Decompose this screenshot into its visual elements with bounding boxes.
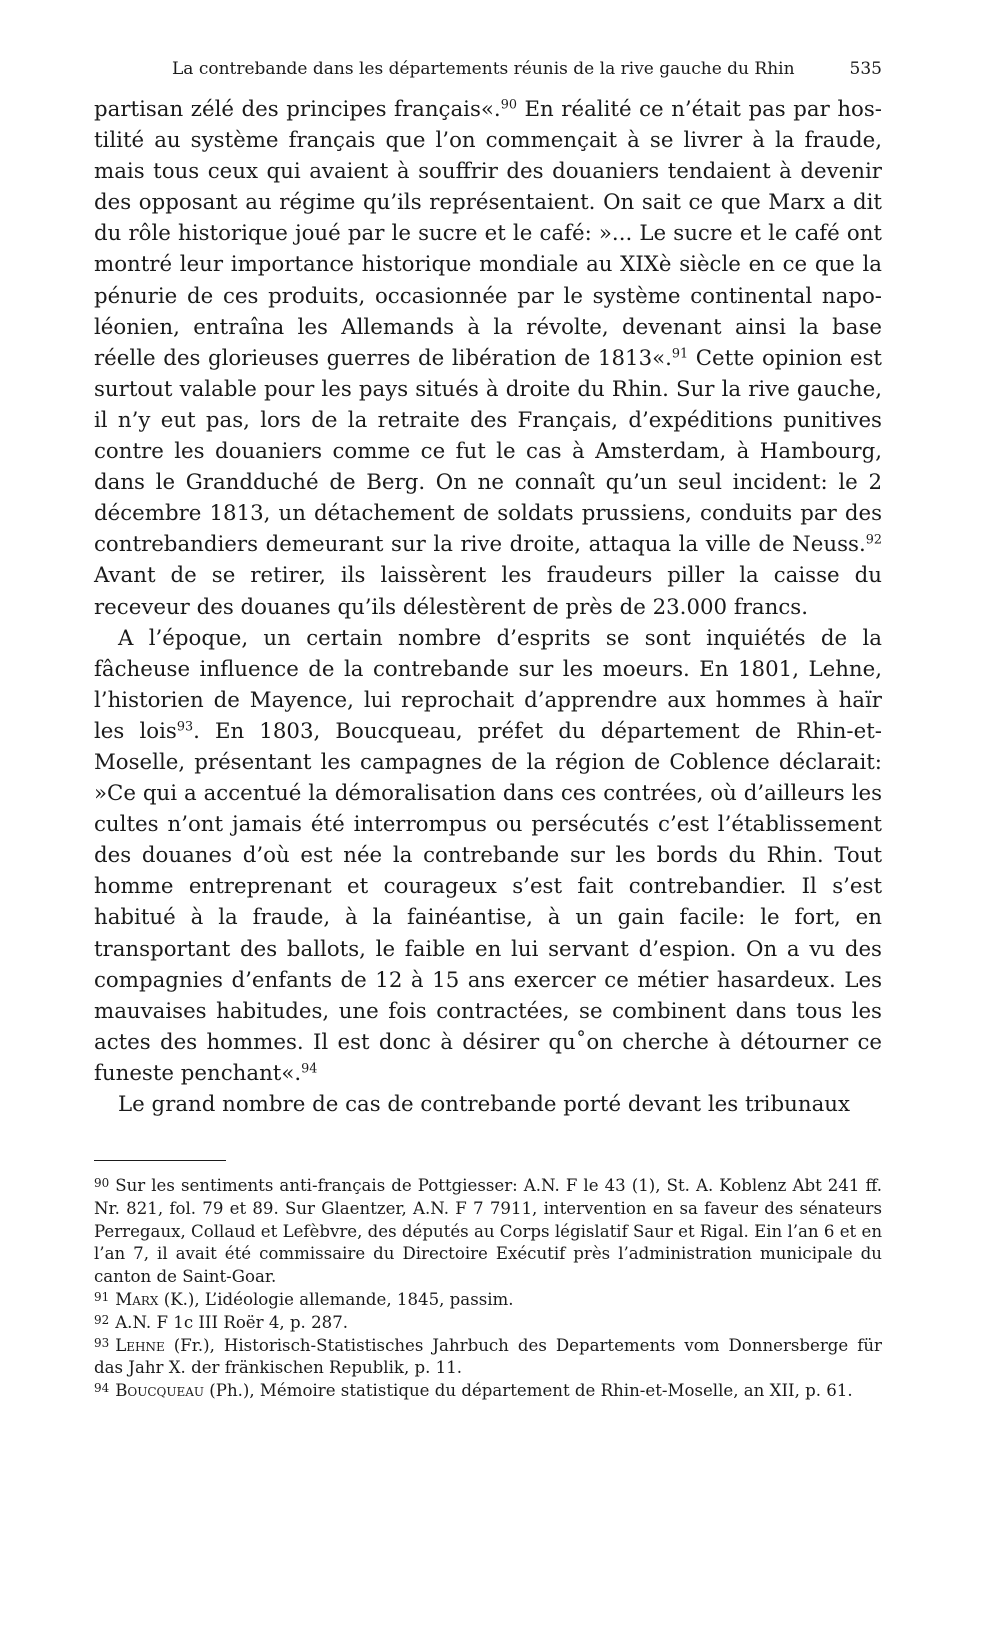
footnotes <box>94 1175 882 1403</box>
paragraph-1 <box>94 94 882 623</box>
footnote-ref-92[interactable]: 92 <box>865 532 882 548</box>
paragraph-2 <box>94 623 882 1089</box>
footnote-text: (Ph.), Mémoire statistique du département de Rhin-et-Moselle, an XII, p. 61. <box>204 1381 853 1401</box>
footnote-number: 94 <box>94 1381 110 1396</box>
footnote-94 <box>94 1380 882 1403</box>
footnote-ref-90[interactable]: 90 <box>500 97 517 113</box>
footnote-author: Boucqueau <box>115 1381 205 1401</box>
paragraph-2-text-1: A l’époque, un certain nombre d’esprits se sont inquiétés de la fâcheuse influence de la contrebande sur les moeurs. En 1801, Lehne, l’historien de Mayence, lui reprochait d’apprendre aux hommes à haïr les lois <box>94 625 882 744</box>
page-number: 535 <box>849 59 882 79</box>
paragraph-2-text-2: . En 1803, Boucqueau, préfet du département de Rhin-et-Moselle, présentant les campagnes de la région de Coblence déclarait: »Ce qui a accentué la démoralisation dans ces contrées, où d’ailleurs les cultes n’ont jamais été interrompus ou persécutés c’est l’établissement des douanes d’où est née la contrebande sur les bords du Rhin. Tout homme entreprenant et courageux s’est fait contrebandier. Il s’est habitué à la fraude, à la fainéantise, à un gain facile: le fort, en transportant des ballots, le faible en lui servant d’espion. On a vu des compagnies d’enfants de 12 à 15 ans exercer ce métier hasardeux. Les mauvaises habitudes, une fois contractées, se combinent dans tous les actes des hommes. Il est donc à désirer qu˚on cherche à détourner ce funeste penchant«. <box>94 718 882 1086</box>
footnote-91 <box>94 1289 882 1312</box>
footnote-93 <box>94 1335 882 1381</box>
footnote-number: 93 <box>94 1335 110 1350</box>
footnote-text: A.N. F 1c III Roër 4, p. 287. <box>115 1312 349 1332</box>
paragraph-1-text-4: Avant de se retirer, ils laissèrent les fraudeurs piller la caisse du receveur des douanes qu’ils délestèrent de près de 23.000 francs. <box>94 563 882 620</box>
footnote-text: (Fr.), Historisch-Statistisches Jahrbuch des Departements vom Donnersberge für das Jahr X. der fränkischen Republik, p. 11. <box>94 1335 882 1378</box>
footnote-ref-93[interactable]: 93 <box>176 719 194 735</box>
footnote-text: Sur les sentiments anti-français de Pottgiesser: A.N. F le 43 (1), St. A. Koblenz Abt 241 ff. Nr. 821, fol. 79 et 89. Sur Glaentzer, A.N. F 7 7911, intervention en sa faveur des sénateurs Perregaux, Collaud et Lefèbvre, des députés au Corps législatif Saur et Rigal. Ein l’an 6 et en l’an 7, il avait été commissaire du Directoire Exécutif près l’administration municipale du canton de Saint-Goar. <box>94 1176 883 1287</box>
paragraph-1-text-3: Cette opinion est surtout valable pour les pays situés à droite du Rhin. Sur la rive gauche, il n’y eut pas, lors de la retraite des Français, d’expéditions punitives contre les douaniers comme ce fut le cas à Amsterdam, à Hambourg, dans le Grandduché de Berg. On ne connaît qu’un seul incident: le 2 décembre 1813, un détachement de soldats prussiens, conduits par des contrebandiers demeurant sur la rive droite, attaqua la ville de Neuss. <box>94 345 882 558</box>
footnote-ref-91[interactable]: 91 <box>671 346 689 362</box>
book-page <box>94 58 882 1403</box>
footnote-author: Lehne <box>115 1335 165 1355</box>
running-header <box>94 58 882 80</box>
paragraph-1-text-1: partisan zélé des principes français«. <box>94 97 501 122</box>
footnote-ref-94[interactable]: 94 <box>301 1061 318 1077</box>
paragraph-1-text-2: En réalité ce n’était pas par hostilité au système français que l’on commençait à se livrer à la fraude, mais tous ceux qui avaient à souffrir des douaniers tendaient à devenir des opposant au régime qu’ils représentaient. On sait ce que Marx a dit du rôle historique joué par le sucre et le café: »... Le sucre et le café ont montré leur importance historique mondiale au XIXè siècle en ce que la pénurie de ces produits, occasionnée par le système continental napoléonien, entraîna les Allemands à la révolte, devenant ainsi la base réelle des glorieuses guerres de libération de 1813«. <box>94 97 882 371</box>
main-text <box>94 94 882 1120</box>
footnote-author: Marx <box>115 1290 159 1310</box>
footnote-90 <box>94 1175 882 1289</box>
footnote-number: 92 <box>94 1312 110 1327</box>
footnote-92 <box>94 1312 882 1335</box>
footnote-text: (K.), L’idéologie allemande, 1845, passim. <box>158 1290 514 1310</box>
paragraph-3: Le grand nombre de cas de contrebande porté devant les tribunaux <box>118 1092 850 1117</box>
footnote-number: 90 <box>94 1175 110 1190</box>
footnote-separator <box>94 1160 226 1161</box>
footnote-number: 91 <box>94 1289 110 1304</box>
running-title: La contrebande dans les départements réunis de la rive gauche du Rhin <box>172 59 795 79</box>
